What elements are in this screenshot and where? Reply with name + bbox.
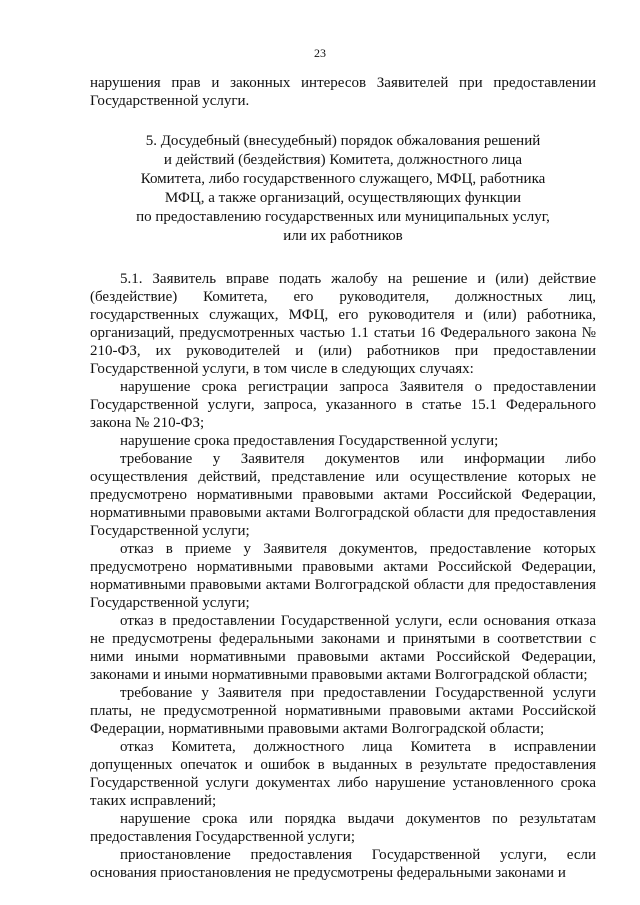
list-item-paragraph: требование у Заявителя при предоставлении Государственной услуги платы, не предусмотренной нормативными правовыми актами Российской Федерации, нормативными правовыми актами Волгоградской области; — [90, 685, 596, 737]
list-item-paragraph: отказ в предоставлении Государственной услуги, если основания отказа не предусмотрены федеральными законами и принятыми в соответствии с ними иными нормативными правовыми актами Российской Федерации, законами и иными нормативными правовыми актами Волгоградской области; — [90, 613, 596, 683]
page-body — [90, 74, 596, 882]
section-heading-line: по предоставлению государственных или муниципальных услуг, — [136, 209, 550, 225]
list-item-paragraph: нарушение срока предоставления Государственной услуги; — [120, 433, 499, 449]
list-item-paragraph: приостановление предоставления Государственной услуги, если основания приостановления не предусмотрены федеральными законами и — [90, 847, 596, 881]
section-heading-line: или их работников — [283, 228, 403, 244]
list-item-paragraph: требование у Заявителя документов или информации либо осуществления действий, представление или осуществление которых не предусмотрено нормативными правовыми актами Российской Федерации, нормативными правовыми актами Волгоградской области для предоставления Государственной услуги; — [90, 451, 596, 539]
section-heading-line: Комитета, либо государственного служащего, МФЦ, работника — [140, 171, 546, 187]
section-heading — [90, 132, 596, 246]
carryover-paragraph: нарушения прав и законных интересов Заявителей при предоставлении Государственной услуги. — [90, 75, 596, 109]
list-item-paragraph: нарушение срока регистрации запроса Заявителя о предоставлении Государственной услуги, запроса, указанного в статье 15.1 Федерального закона № 210-ФЗ; — [90, 379, 596, 431]
paragraph-5-1: 5.1. Заявитель вправе подать жалобу на решение и (или) действие (бездействие) Комитета, его руководителя, должностных лиц, государственных служащих, МФЦ, его руководителя и (или) работника, организаций, предусмотренных частью 1.1 статьи 16 Федерального закона № 210-ФЗ, их руководителей и (или) работников при предоставлении Государственной услуги, в том числе в следующих случаях: — [90, 271, 596, 377]
list-item-paragraph: нарушение срока или порядка выдачи документов по результатам предоставления Государственной услуги; — [90, 811, 596, 845]
page-number: 23 — [314, 46, 326, 60]
section-heading-line: 5. Досудебный (внесудебный) порядок обжалования решений — [145, 133, 541, 149]
list-item-paragraph: отказ в приеме у Заявителя документов, предоставление которых предусмотрено нормативными правовыми актами Российской Федерации, нормативными правовыми актами Волгоградской области для предоставления Государственной услуги; — [90, 541, 596, 611]
section-heading-line: МФЦ, а также организаций, осуществляющих функции — [164, 190, 522, 206]
list-item-paragraph: отказ Комитета, должностного лица Комитета в исправлении допущенных опечаток и ошибок в выданных в результате предоставления Государственной услуги документах либо нарушение установленного срока таких исправлений; — [90, 739, 596, 809]
section-heading-line: и действий (бездействия) Комитета, должностного лица — [163, 152, 523, 168]
